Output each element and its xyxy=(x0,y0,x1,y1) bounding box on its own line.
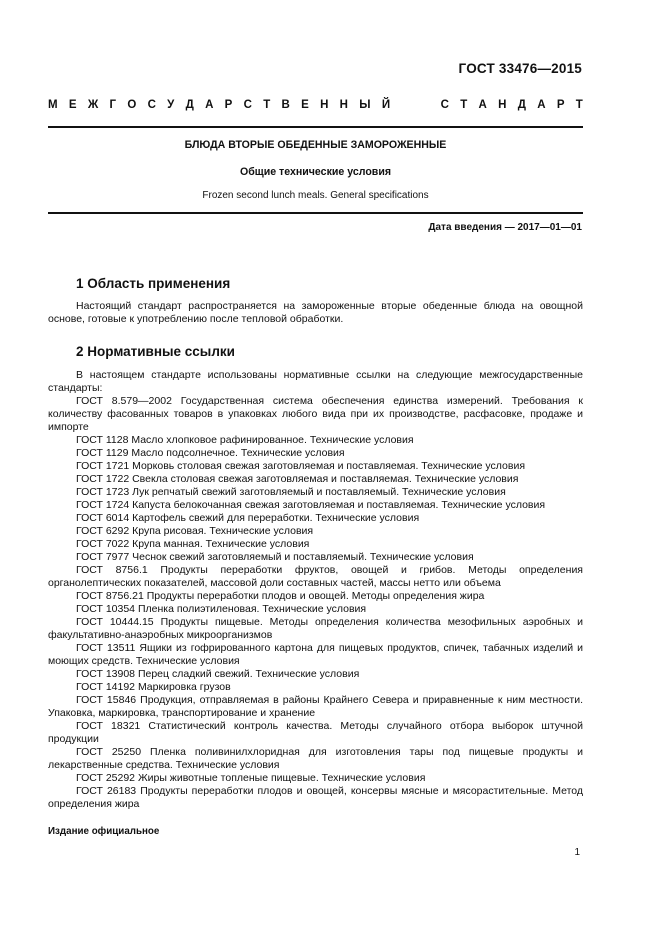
reference-item: ГОСТ 25250 Пленка поливинилхлоридная для изготовления тары под пищевые продукты и лекарственные средства. Технические условия xyxy=(48,746,583,771)
reference-item: ГОСТ 6292 Крупа рисовая. Технические условия xyxy=(76,525,314,537)
section-heading-references: 2 Нормативные ссылки xyxy=(76,344,235,359)
banner-letter: Р xyxy=(556,99,565,111)
reference-item: ГОСТ 8756.21 Продукты переработки плодов и овощей. Методы определения жира xyxy=(76,590,485,602)
banner-letter: Д xyxy=(517,99,526,111)
banner-letter: Д xyxy=(185,99,194,111)
banner-letter: Ы xyxy=(359,99,371,111)
reference-item: ГОСТ 6014 Картофель свежий для переработки. Технические условия xyxy=(76,512,420,524)
header-rule xyxy=(48,126,583,128)
title-rule xyxy=(48,212,583,214)
banner-letter: Е xyxy=(68,99,77,111)
banner-letter: С xyxy=(147,99,156,111)
banner-letter: Ж xyxy=(87,99,99,111)
banner-letter: Н xyxy=(498,99,507,111)
reference-item: ГОСТ 18321 Статистический контроль качества. Методы случайного отбора выборок штучной продукции xyxy=(48,720,583,745)
reference-item: ГОСТ 1723 Лук репчатый свежий заготовляемый и поставляемый. Технические условия xyxy=(76,486,506,498)
reference-item: ГОСТ 10354 Пленка полиэтиленовая. Технические условия xyxy=(76,603,367,615)
banner-letter: М xyxy=(48,99,58,111)
document-subtitle: Общие технические условия xyxy=(239,166,392,178)
banner-letter: Н xyxy=(320,99,329,111)
banner-letter: А xyxy=(537,99,546,111)
introduction-date: Дата введения — 2017—01—01 xyxy=(428,222,582,233)
reference-item: ГОСТ 1724 Капуста белокочанная свежая заготовляемая и поставляемая. Технические условия xyxy=(76,499,546,511)
banner-letter: Е xyxy=(301,99,309,111)
reference-item: ГОСТ 15846 Продукция, отправляемая в районы Крайнего Севера и приравненные к ним местности. Упаковка, маркировка, транспортирование и хранение xyxy=(48,694,583,719)
reference-item: ГОСТ 13511 Ящики из гофрированного картона для пищевых продуктов, спичек, табачных изделий и моющих средств. Технические условия xyxy=(48,642,583,667)
reference-item: ГОСТ 1721 Морковь столовая свежая заготовляемая и поставляемая. Технические условия xyxy=(76,460,526,472)
official-edition-label: Издание официальное xyxy=(48,826,160,837)
section-heading-scope: 1 Область применения xyxy=(76,276,231,291)
banner-letter: Г xyxy=(109,99,117,111)
reference-item: ГОСТ 14192 Маркировка грузов xyxy=(76,681,231,693)
banner-letter: У xyxy=(167,99,175,111)
banner-gap xyxy=(401,99,429,111)
banner-letter: А xyxy=(478,99,487,111)
banner-letter: Т xyxy=(460,99,468,111)
interstate-standard-banner xyxy=(48,99,583,111)
section-scope-text xyxy=(48,300,583,326)
scope-paragraph: Настоящий стандарт распространяется на замороженные вторые обеденные блюда на овощной основе, готовые к употреблению после тепловой обработки. xyxy=(48,300,583,325)
normative-references-list xyxy=(48,369,583,811)
banner-letter: С xyxy=(440,99,449,111)
page-number: 1 xyxy=(574,847,580,858)
banner-letter: В xyxy=(281,99,290,111)
banner-letter: Р xyxy=(224,99,233,111)
reference-item: ГОСТ 1128 Масло хлопковое рафинированное. Технические условия xyxy=(76,434,414,446)
banner-letter: А xyxy=(205,99,214,111)
reference-item: ГОСТ 26183 Продукты переработки плодов и овощей, консервы мясные и мясорастительные. Метод определения жира xyxy=(48,785,583,810)
reference-item: ГОСТ 10444.15 Продукты пищевые. Методы определения количества мезофильных аэробных и факультативно-анаэробных микроорганизмов xyxy=(48,616,583,641)
reference-item: ГОСТ 1722 Свекла столовая свежая заготовляемая и поставляемая. Технические условия xyxy=(76,473,519,485)
reference-item: ГОСТ 25292 Жиры животные топленые пищевые. Технические условия xyxy=(76,772,426,784)
banner-letter: Т xyxy=(263,99,271,111)
references-intro: В настоящем стандарте использованы нормативные ссылки на следующие межгосударственные стандарты: xyxy=(48,369,583,394)
banner-letter: Й xyxy=(381,99,391,111)
reference-item: ГОСТ 8.579—2002 Государственная система обеспечения единства измерений. Требования к количеству фасованных товаров в упаковках любого вида при их производстве, расфасовке, продаже и импорте xyxy=(48,395,583,433)
reference-item: ГОСТ 1129 Масло подсолнечное. Технические условия xyxy=(76,447,345,459)
document-title: БЛЮДА ВТОРЫЕ ОБЕДЕННЫЕ ЗАМОРОЖЕННЫЕ xyxy=(184,139,447,151)
banner-letter: О xyxy=(127,99,137,111)
standard-code: ГОСТ 33476—2015 xyxy=(458,61,582,76)
reference-item: ГОСТ 7022 Крупа манная. Технические условия xyxy=(76,538,310,550)
banner-letter: С xyxy=(243,99,252,111)
reference-item: ГОСТ 7977 Чеснок свежий заготовляемый и поставляемый. Технические условия xyxy=(76,551,474,563)
banner-letter: Т xyxy=(575,99,583,111)
banner-letter: Н xyxy=(339,99,348,111)
english-title: Frozen second lunch meals. General specifications xyxy=(202,190,429,201)
reference-item: ГОСТ 13908 Перец сладкий свежий. Технические условия xyxy=(76,668,360,680)
reference-item: ГОСТ 8756.1 Продукты переработки фруктов, овощей и грибов. Методы определения органолептических показателей, массовой доли составных частей, массы нетто или объема xyxy=(48,564,583,589)
